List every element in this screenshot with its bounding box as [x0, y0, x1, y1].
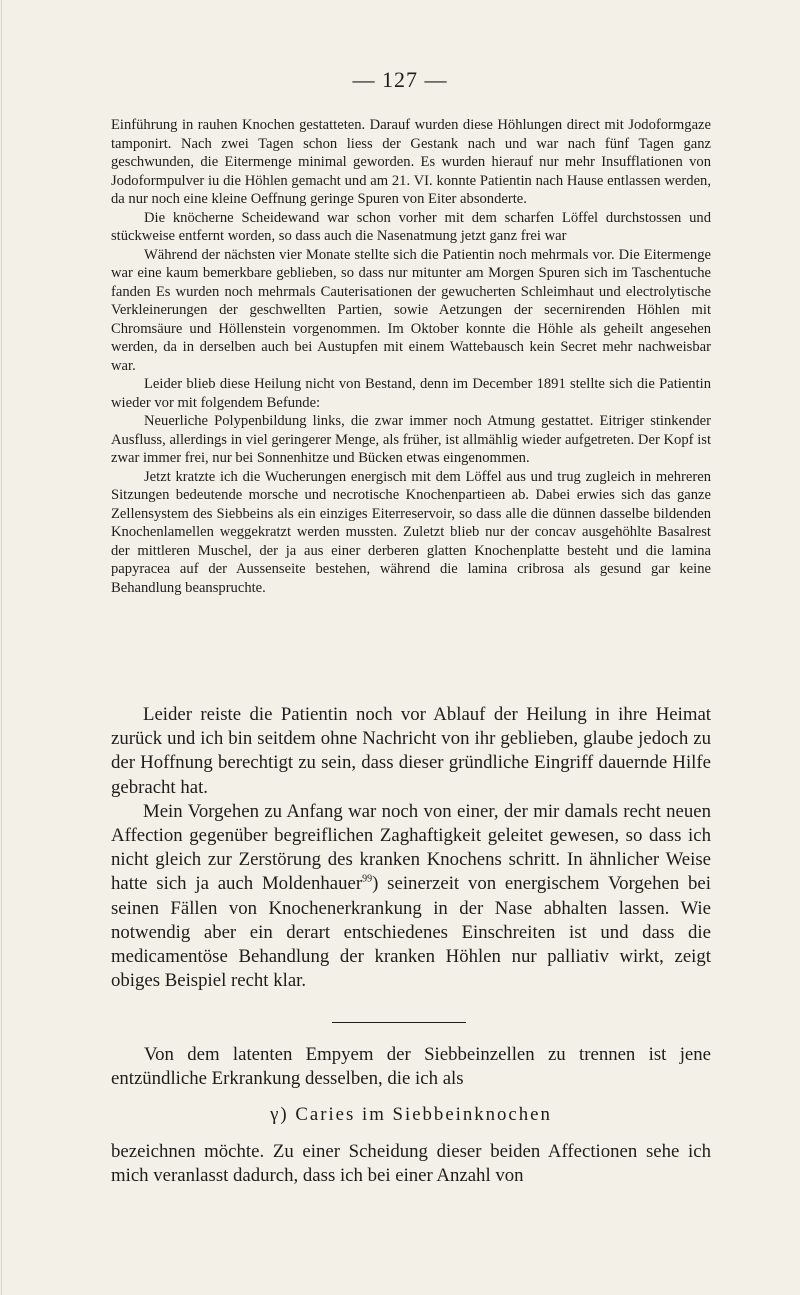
paragraph-relapse: Leider blieb diese Heilung nicht von Bestand, denn im December 1891 stellte sich die Patientin wieder vor mit folgendem Befunde:	[111, 376, 711, 411]
paragraph-findings: Neuerliche Polypenbildung links, die zwar immer noch Atmung gestattet. Eitriger stinkender Ausfluss, allerdings in viel geringerer Menge, als früher, ist allmählig wieder aufgetreten. Der Kopf ist zwar immer frei, nur bei Sonnenhitze und Bücken etwas eingenommen.	[111, 413, 711, 466]
paragraph-continuation: Einführung in rauhen Knochen gestatteten. Darauf wurden diese Höhlungen direct mit Jodoformgaze tamponirt. Nach zwei Tagen schon liess der Gestank nach und war nach fünf Tagen ganz geschwunden, die Eitermenge minimal geworden. Es wurden hierauf nur mehr Insufflationen von Jodoformpulver iu die Höhlen gemacht und am 21. VI. konnte Patientin nach Hause entlassen werden, da nur noch eine kleine Oeffnung geringe Spuren von Eiter absonderte.	[111, 117, 711, 207]
paragraph-follow-up: Während der nächsten vier Monate stellte sich die Patientin noch mehrmals vor. Die Eitermenge war eine kaum bemerkbare geblieben, so dass nur mitunter am Morgen Spuren sich im Taschentuche fanden Es wurden noch mehrmals Cauterisationen der gewucherten Schleimhaut und electrolytische Verkleinerungen der geschwellten Partien, sowie Aetzungen der secernirenden Höhlen mit Chromsäure und Höllenstein vorgenommen. Im Oktober konnte die Höhle als geheilt angesehen werden, da in derselben auch bei Austupfen mit einem Wattebausch kein Secret mehr nachweisbar war.	[111, 246, 711, 374]
method-text-after-footnote: ) seinerzeit von energischem Vorgehen bei seinen Fällen von Knochenerkrankung in der Nase abhalten lassen. Wie notwendig aber ein derart entschiedenes Einschreiten ist und dass die medicamentöse Behandlung der kranken Höhlen nur palliativ wirkt, zeigt obiges Beispiel recht klar.	[111, 873, 711, 992]
method-text-before-footnote: Mein Vorgehen zu Anfang war noch von einer, der mir damals recht neuen Affection gegenüber begreiflichen Zaghaftigkeit geleitet gewesen, so dass ich nicht gleich zur Zerstörung des kranken Knochens schritt. In ähnlicher Weise hatte sich ja auch Moldenhauer	[111, 800, 711, 895]
paragraph-surgery: Jetzt kratzte ich die Wucherungen energisch mit dem Löffel aus und trug zugleich in mehreren Sitzungen bedeutende morsche und necrotische Knochenpartieen ab. Dabei erwies sich das ganze Zellensystem des Siebbeins als ein einziges Eiterreservoir, so dass alle die dünnen dasselbe bildenden Knochenlamellen weggekratzt werden mussten. Zuletzt blieb nur der concav ausgehöhlte Basalrest der mittleren Muschel, der ja aus einer derberen glatten Knochenplatte besteht und die lamina papyracea auf der Aussenseite bestehen, während die lamina cribrosa als gesund gar keine Behandlung beanspruchte.	[111, 468, 711, 596]
page-number: — 127 —	[352, 67, 448, 92]
paragraph-intro-caries: Von dem latenten Empyem der Siebbeinzellen zu trennen ist jene entzündliche Erkrankung desselben, die ich als	[111, 1044, 711, 1090]
caries-section	[111, 1043, 711, 1188]
section-heading-caries: γ) Caries im Siebbeinknochen	[270, 1104, 552, 1126]
section-divider	[332, 1022, 466, 1023]
paragraph-caries-continuation: bezeichnen möchte. Zu einer Scheidung dieser beiden Affectionen sehe ich mich veranlasst dadurch, dass ich bei einer Anzahl von	[111, 1140, 711, 1186]
paragraph-outcome: Leider reiste die Patientin noch vor Ablauf der Heilung in ihre Heimat zurück und ich bin seitdem ohne Nachricht von ihr geblieben, glaube jedoch zu der Hoffnung berechtigt zu sein, dass dieser gründliche Eingriff dauernde Hilfe gebracht hat.	[111, 704, 711, 798]
page-edge-shadow	[1, 0, 2, 1295]
small-print-section	[111, 116, 711, 597]
paragraph-method-discussion	[111, 800, 711, 994]
footnote-marker: 99	[362, 874, 373, 886]
discussion-section	[111, 703, 711, 993]
paragraph-scheidewand: Die knöcherne Scheidewand war schon vorher mit dem scharfen Löffel durchstossen und stückweise entfernt worden, so dass auch die Nasenatmung jetzt ganz frei war	[111, 209, 711, 244]
